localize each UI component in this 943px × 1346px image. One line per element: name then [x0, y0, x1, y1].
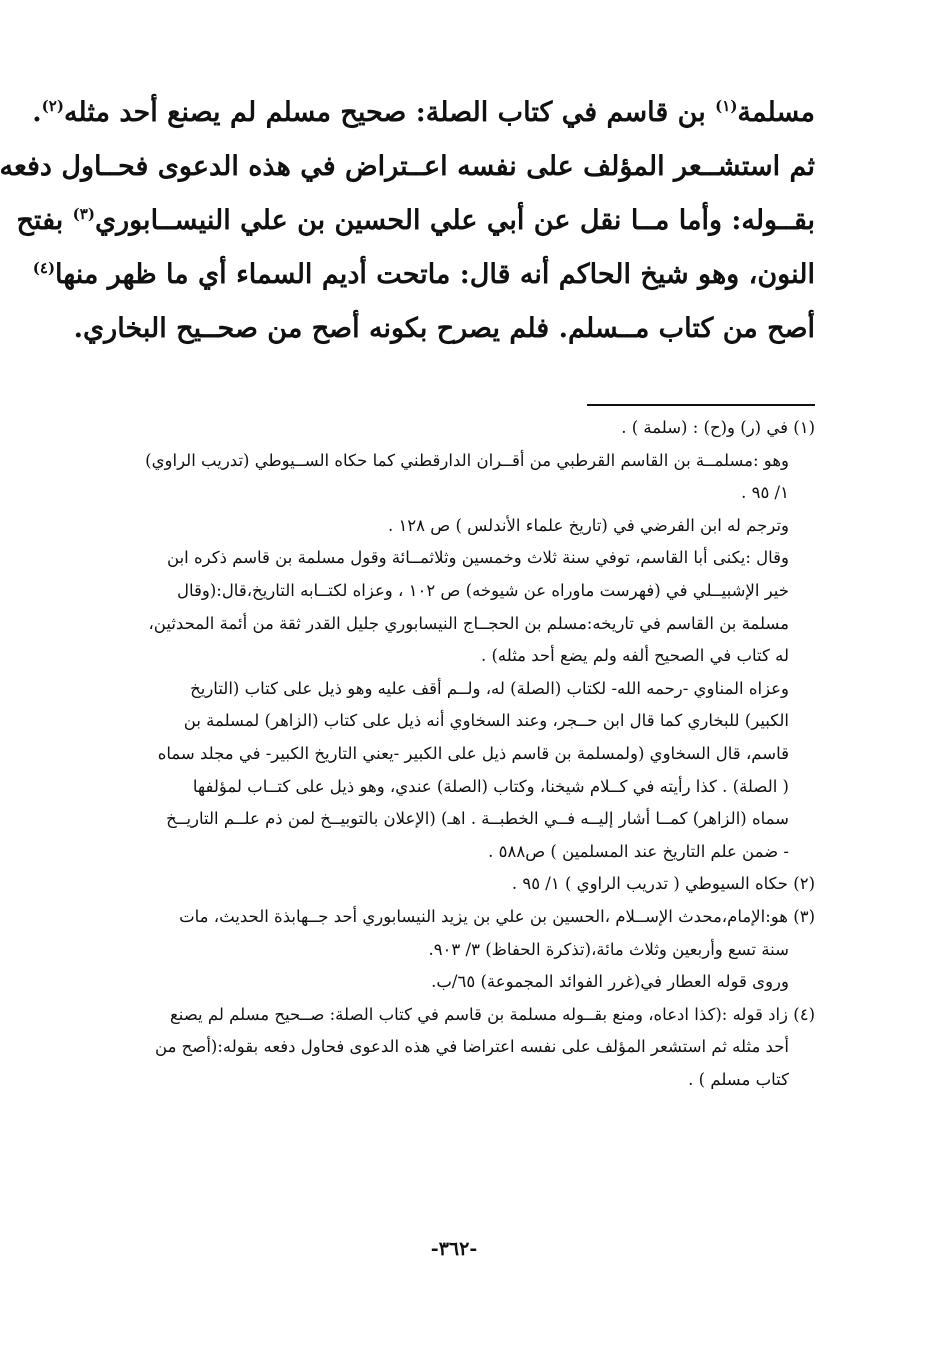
footnote-line: (٣) هو:الإمام،محدث الإســلام ،الحسين بن علي بن يزيد النيسابوري أحد جــهابذة الحديث، مات — [179, 906, 815, 926]
footnote-line: ( الصلة) . كذا رأيته في كــلام شيخنا، وكتاب (الصلة) عندي، وهو ذيل على كتــاب لمؤلفها — [192, 776, 789, 796]
footnote-marker[interactable]: (٣) — [72, 205, 95, 223]
footnote-line: مسلمة بن القاسم في تاريخه:مسلم بن الحجــاج النيسابوري جليل القدر ثقة من أئمة المحدثين، — [148, 613, 789, 633]
text-segment: بن قاسم في كتاب الصلة: صحيح مسلم لم يصنع أحد مثله — [63, 97, 716, 128]
footnotes-section — [93, 412, 815, 1096]
footnote-line: كتاب مسلم ) . — [688, 1069, 789, 1089]
main-paragraph — [0, 86, 815, 356]
footnote-line: ١/ ٩٥ . — [741, 483, 789, 503]
text-segment: النون، وهو شيخ الحاكم أنه قال: ماتحت أديم السماء أي ما ظهر منها — [55, 259, 815, 290]
footnote-separator — [587, 404, 815, 406]
text-segment: بفتح — [16, 205, 73, 236]
footnote-line: وقال :يكنى أبا القاسم، توفي سنة ثلاث وخمسين وثلاثمــائة وقول مسلمة بن قاسم ذكره ابن — [167, 548, 789, 568]
text-segment: أصح من كتاب مــسلم. فلم يصرح بكونه أصح من صحــيح البخاري. — [73, 313, 815, 344]
footnote-line: خير الإشبيــلي في (فهرست ماوراه عن شيوخه) ص ١٠٢ ، وعزاه لكتــابه التاريخ،قال:(وقال — [176, 580, 789, 600]
footnote-line: - ضمن علم التاريخ عند المسلمين ) ص٥٨٨ . — [488, 841, 789, 861]
footnote-line: (١) في (ر) و(ح) : (سلمة ) . — [621, 418, 815, 437]
footnote-line: سنة تسع وأربعين وثلاث مائة،(تذكرة الحفاظ) ٣/ ٩٠٣. — [428, 939, 789, 959]
main-text-line — [16, 194, 815, 248]
main-text-line — [0, 140, 815, 194]
footnote-line: وروى قوله العطار في(غرر الفوائد المجموعة) ٦٥/ب. — [431, 972, 789, 992]
main-text-line — [32, 86, 815, 140]
footnote-line: (٢) حكاه السيوطي ( تدريب الراوي ) ١/ ٩٥ . — [511, 874, 815, 894]
footnote-line: (٤) زاد قوله :(كذا ادعاه، ومنع بقــوله مسلمة بن قاسم في كتاب الصلة: صــحيح مسلم لم يصنع — [169, 1004, 815, 1024]
footnote-line: وترجم له ابن الفرضي في (تاريخ علماء الأندلس ) ص ١٢٨ . — [387, 515, 789, 535]
footnote-line: الكبير) للبخاري كما قال ابن حــجر، وعند السخاوي أنه ذيل على كتاب (الزاهر) لمسلمة بن — [183, 711, 789, 731]
main-text-line — [32, 248, 815, 302]
footnote-marker[interactable]: (٤) — [32, 259, 56, 277]
text-segment: بقــوله: وأما مــا نقل عن أبي علي الحسين بن علي النيســابوري — [94, 205, 815, 236]
footnote-line: أحد مثله ثم استشعر المؤلف على نفسه اعتراضا في هذه الدعوى فحاول دفعه بقوله:(أصح من — [155, 1037, 789, 1057]
page-number: -٣٦٢- — [430, 1238, 478, 1260]
footnote-line: قاسم، قال السخاوي (ولمسلمة بن قاسم ذيل على الكبير -يعني التاريخ الكبير- في مجلد سماه — [157, 743, 789, 763]
footnote-line: له كتاب في الصحيح ألفه ولم يضع أحد مثله) . — [480, 646, 789, 666]
text-segment: مسلمة — [737, 97, 815, 128]
text-segment: ثم استشــعر المؤلف على نفسه اعــتراض في هذه الدعوى فحــاول دفعه — [0, 151, 815, 182]
footnote-line: سماه (الزاهر) كمــا أشار إليــه فــي الخطبــة . اهـ) (الإعلان بالتوبيــخ لمن ذم علــم التاريــخ — [166, 809, 789, 829]
main-text-line — [73, 302, 815, 356]
footnote-line: وهو :مسلمــة بن القاسم القرطبي من أقــران الدارقطني كما حكاه الســيوطي (تدريب الراوي) — [145, 450, 789, 470]
document-page — [0, 86, 815, 1316]
footnote-marker[interactable]: (٢) — [41, 97, 64, 115]
footnote-line: وعزاه المناوي -رحمه الله- لكتاب (الصلة) له، ولــم أقف عليه وهو ذيل على كتاب (التاريخ — [190, 678, 789, 698]
footnote-marker[interactable]: (١) — [715, 97, 738, 115]
text-segment: . — [32, 97, 42, 128]
